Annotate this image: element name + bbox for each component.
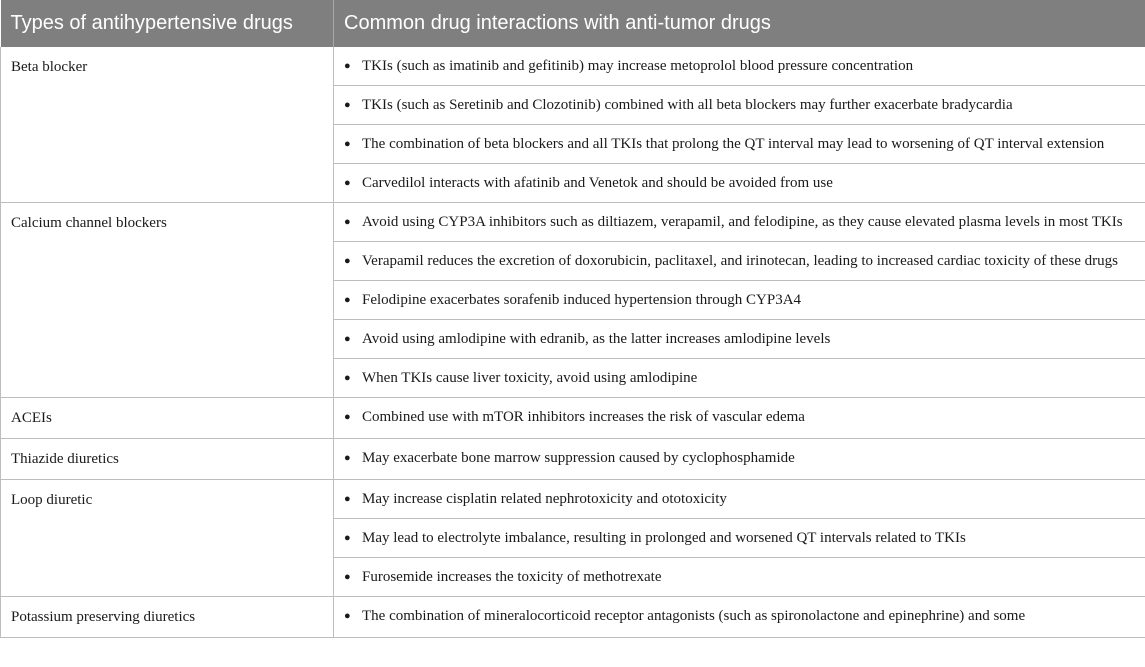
header-row — [1, 0, 1145, 47]
interaction-text: TKIs (such as imatinib and gefitinib) may increase metoprolol blood pressure concentration — [362, 58, 914, 74]
header-types: Types of antihypertensive drugs — [1, 0, 334, 47]
table-row — [1, 480, 1145, 597]
bullet-icon: ● — [344, 452, 351, 464]
interaction-text: The combination of beta blockers and all TKIs that prolong the QT interval may lead to worsening of QT interval extension — [362, 136, 1105, 152]
interaction-text: Verapamil reduces the excretion of doxorubicin, paclitaxel, and irinotecan, leading to increased cardiac toxicity of these drugs — [362, 253, 1118, 269]
bullet-icon: ● — [344, 493, 351, 505]
interactions-cell — [334, 47, 1145, 203]
drug-type-cell: Loop diuretic — [1, 480, 334, 597]
bullet-icon: ● — [344, 177, 351, 189]
interaction-text: Felodipine exacerbates sorafenib induced hypertension through CYP3A4 — [362, 292, 802, 308]
table-row — [1, 47, 1145, 203]
bullet-icon: ● — [344, 60, 351, 72]
table-row — [1, 597, 1145, 638]
list-item — [334, 558, 1145, 596]
list-item — [334, 519, 1145, 558]
bullet-icon: ● — [344, 532, 351, 544]
bullet-icon: ● — [344, 411, 351, 423]
list-item — [334, 203, 1145, 242]
bullet-icon: ● — [344, 333, 351, 345]
bullet-icon: ● — [344, 571, 351, 583]
interaction-text: May increase cisplatin related nephrotoxicity and ototoxicity — [362, 491, 727, 507]
interaction-text: Furosemide increases the toxicity of methotrexate — [362, 569, 662, 585]
interaction-text: Avoid using amlodipine with edranib, as the latter increases amlodipine levels — [362, 331, 831, 347]
bullet-icon: ● — [344, 255, 351, 267]
list-item — [334, 480, 1145, 519]
list-item — [334, 439, 1145, 477]
table-row — [1, 398, 1145, 439]
interactions-cell — [334, 439, 1145, 480]
drug-type-cell: Beta blocker — [1, 47, 334, 203]
interaction-text: Combined use with mTOR inhibitors increases the risk of vascular edema — [362, 409, 805, 425]
interaction-text: May lead to electrolyte imbalance, resulting in prolonged and worsened QT intervals related to TKIs — [362, 530, 966, 546]
header-interactions: Common drug interactions with anti-tumor drugs — [334, 0, 1145, 47]
interaction-text: TKIs (such as Seretinib and Clozotinib) combined with all beta blockers may further exacerbate bradycardia — [362, 97, 1013, 113]
interactions-cell — [334, 398, 1145, 439]
interaction-text: May exacerbate bone marrow suppression caused by cyclophosphamide — [362, 450, 795, 466]
bullet-icon: ● — [344, 294, 351, 306]
bullet-icon: ● — [344, 610, 351, 622]
drug-type-cell: Potassium preserving diuretics — [1, 597, 334, 638]
list-item — [334, 281, 1145, 320]
list-item — [334, 242, 1145, 281]
drug-type-cell: Thiazide diuretics — [1, 439, 334, 480]
interaction-text: When TKIs cause liver toxicity, avoid using amlodipine — [362, 370, 698, 386]
interaction-text: Avoid using CYP3A inhibitors such as diltiazem, verapamil, and felodipine, as they cause elevated plasma levels in most TKIs — [362, 214, 1123, 230]
bullet-icon: ● — [344, 216, 351, 228]
list-item — [334, 398, 1145, 436]
interactions-cell — [334, 597, 1145, 638]
list-item — [334, 597, 1145, 635]
list-item — [334, 359, 1145, 397]
list-item — [334, 47, 1145, 86]
list-item — [334, 164, 1145, 202]
list-item — [334, 320, 1145, 359]
drug-type-cell: ACEIs — [1, 398, 334, 439]
table-row — [1, 439, 1145, 480]
bullet-icon: ● — [344, 372, 351, 384]
list-item — [334, 86, 1145, 125]
list-item — [334, 125, 1145, 164]
drug-type-cell: Calcium channel blockers — [1, 203, 334, 398]
bullet-icon: ● — [344, 99, 351, 111]
interaction-text: Carvedilol interacts with afatinib and Venetok and should be avoided from use — [362, 175, 833, 191]
interactions-cell — [334, 203, 1145, 398]
interaction-text: The combination of mineralocorticoid receptor antagonists (such as spironolactone and epinephrine) and some — [362, 608, 1026, 624]
bullet-icon: ● — [344, 138, 351, 150]
table-row — [1, 203, 1145, 398]
interactions-cell — [334, 480, 1145, 597]
